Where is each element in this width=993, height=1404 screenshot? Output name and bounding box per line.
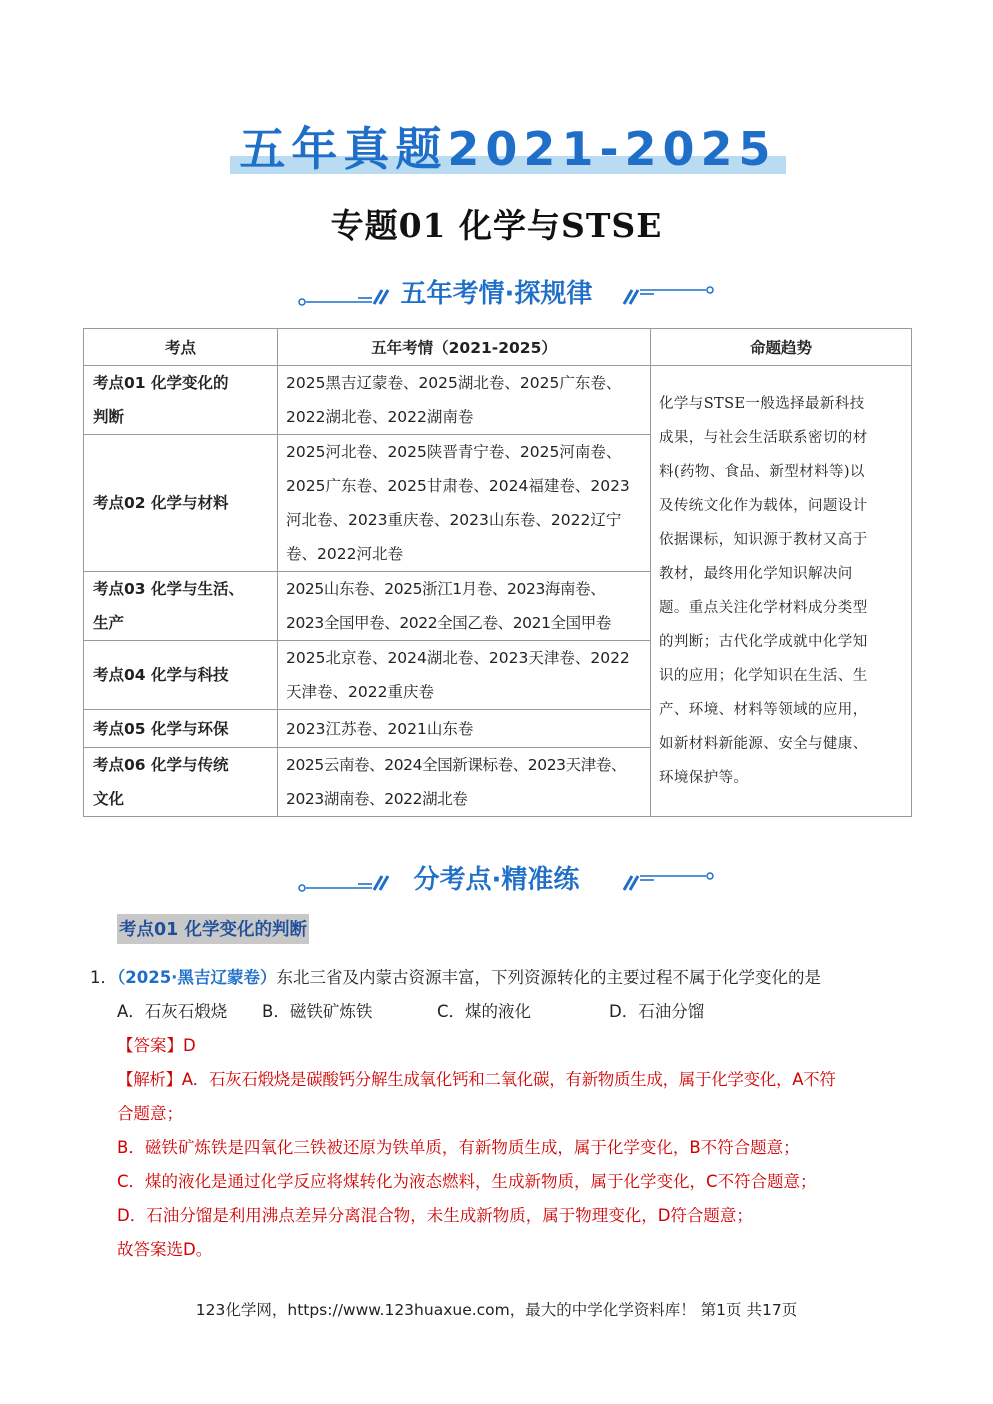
subject-title: 专题01 化学与STSE bbox=[330, 206, 663, 245]
option-c: C．煤的液化 bbox=[437, 1002, 532, 1021]
kaodian-cell: 考点06 化学与传统 文化 bbox=[84, 748, 278, 817]
kaodian-cell: 考点02 化学与材料 bbox=[84, 435, 278, 572]
analysis-line: 【解析】A．石灰石煅烧是碳酸钙分解生成氧化钙和二氧化碳，有新物质生成，属于化学变化，A不符 bbox=[117, 1070, 836, 1089]
analysis-line: D．石油分馏是利用沸点差异分离混合物，未生成新物质，属于物理变化，D符合题意； bbox=[117, 1206, 753, 1225]
section-title: 分考点·精准练 bbox=[413, 865, 580, 895]
section-header-practice bbox=[0, 860, 993, 900]
exams-cell: 2025山东卷、2025浙江1月卷、2023海南卷、 2023全国甲卷、2022全国乙卷、2021全国甲卷 bbox=[278, 572, 651, 641]
option-d: D．石油分馏 bbox=[609, 1002, 705, 1021]
exams-cell: 2025云南卷、2024全国新课标卷、2023天津卷、 2023湖南卷、2022湖北卷 bbox=[278, 748, 651, 817]
column-header: 五年考情（2021-2025） bbox=[278, 329, 651, 366]
exams-cell: 2023江苏卷、2021山东卷 bbox=[278, 710, 651, 748]
kaodian-cell: 考点03 化学与生活、 生产 bbox=[84, 572, 278, 641]
option-a: A．石灰石煅烧 bbox=[117, 1002, 228, 1021]
answer: 【答案】D bbox=[117, 1036, 196, 1055]
column-header: 命题趋势 bbox=[651, 329, 912, 366]
question-source: （2025·黑吉辽蒙卷） bbox=[117, 968, 277, 987]
exams-cell: 2025河北卷、2025陕晋青宁卷、2025河南卷、 2025广东卷、2025甘肃卷、2024福建卷、2023 河北卷、2023重庆卷、2023山东卷、2022辽宁 卷、2022河北卷 bbox=[278, 435, 651, 572]
kaodian-cell: 考点05 化学与环保 bbox=[84, 710, 278, 748]
analysis-line: 合题意； bbox=[117, 1104, 183, 1123]
table-header-row bbox=[84, 329, 912, 366]
section-header-overview bbox=[0, 274, 993, 314]
question-stem bbox=[90, 964, 821, 988]
banner-title: 五年真题2021-2025 bbox=[239, 122, 777, 176]
kaodian-tag: 考点01 化学变化的判断 bbox=[117, 914, 309, 944]
question-number: 1． bbox=[90, 968, 117, 987]
trend-cell: 化学与STSE一般选择最新科技 成果，与社会生活联系密切的材 料(药物、食品、新型材料等)以 及传统文化作为载体，问题设计 依据课标，知识源于教材又高于 教材，最终用化学知识解决问 题。重点关注化学材料成分类型 的判断；古代化学成就中化学知 识的应用；化学知识在生活、生 产、环境、材料等领域的应用， 如新材料新能源、安全与健康、 环境保护等。 bbox=[651, 366, 912, 817]
right-ornament-icon bbox=[622, 868, 714, 892]
right-ornament-icon bbox=[622, 282, 714, 306]
analysis-line: 故答案选D。 bbox=[117, 1240, 213, 1259]
option-b: B．磁铁矿炼铁 bbox=[262, 1002, 373, 1021]
kaodian-cell: 考点04 化学与科技 bbox=[84, 641, 278, 710]
exam-summary-table bbox=[83, 328, 912, 817]
section-title: 五年考情·探规律 bbox=[400, 279, 593, 309]
page-footer: 123化学网，https://www.123huaxue.com，最大的中学化学资料库！ 第1页 共17页 bbox=[195, 1301, 798, 1319]
analysis-line: C．煤的液化是通过化学反应将煤转化为液态燃料，生成新物质，属于化学变化，C不符合题意； bbox=[117, 1172, 817, 1191]
table-row bbox=[84, 366, 912, 435]
exams-cell: 2025黑吉辽蒙卷、2025湖北卷、2025广东卷、 2022湖北卷、2022湖南卷 bbox=[278, 366, 651, 435]
question-text: 东北三省及内蒙古资源丰富，下列资源转化的主要过程不属于化学变化的是 bbox=[276, 968, 821, 987]
exams-cell: 2025北京卷、2024湖北卷、2023天津卷、2022 天津卷、2022重庆卷 bbox=[278, 641, 651, 710]
column-header: 考点 bbox=[84, 329, 278, 366]
banner bbox=[230, 118, 790, 180]
kaodian-cell: 考点01 化学变化的 判断 bbox=[84, 366, 278, 435]
analysis-line: B．磁铁矿炼铁是四氧化三铁被还原为铁单质，有新物质生成，属于化学变化，B不符合题意； bbox=[117, 1138, 800, 1157]
